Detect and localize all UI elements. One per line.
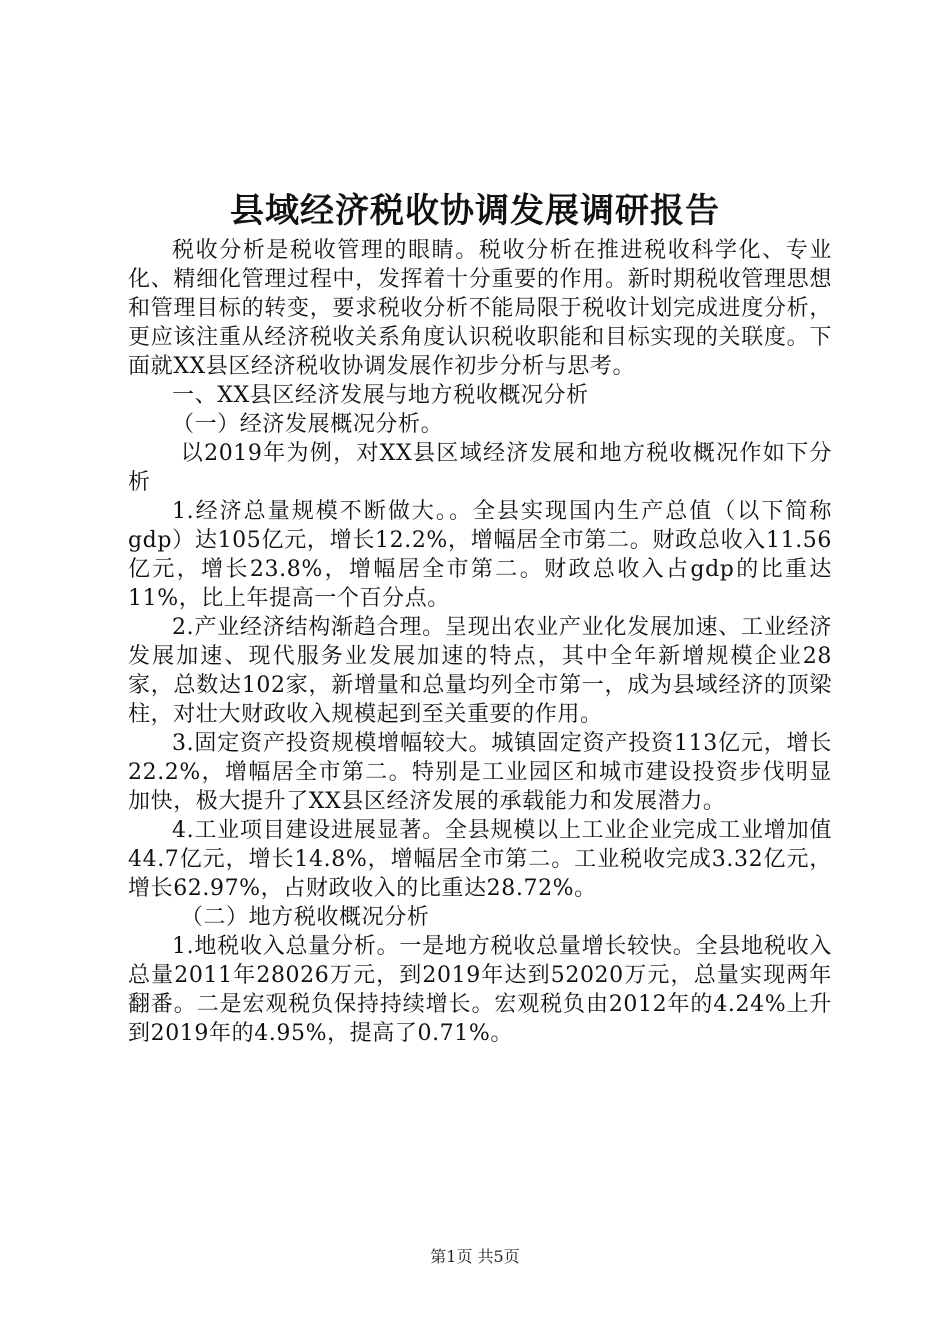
section-heading-1: 一、XX县区经济发展与地方税收概况分析 xyxy=(172,383,589,408)
paragraph-tax-item-1: 1.地税收入总量分析。一是地方税收总量增长较快。全县地税收入总量2011年28026万元，到2019年达到52020万元，总量实现两年翻番。二是宏观税负保持持续增长。宏观税负由2012年的4.24%上升到2019年的4.95%，提高了0.71%。 xyxy=(128,934,832,1046)
paragraph-intro: 税收分析是税收管理的眼睛。税收分析在推进税收科学化、专业化、精细化管理过程中，发挥着十分重要的作用。新时期税收管理思想和管理目标的转变，要求税收分析不能局限于税收计划完成进度分析，更应该注重从经济税收关系角度认识税收职能和目标实现的关联度。下面就XX县区经济税收协调发展作初步分析与思考。 xyxy=(128,238,832,379)
paragraph-example-year: 以2019年为例，对XX县区域经济发展和地方税收概况作如下分析 xyxy=(128,441,832,495)
page-footer: 第1页 共5页 xyxy=(430,1247,520,1266)
paragraph-item-2: 2.产业经济结构渐趋合理。呈现出农业产业化发展加速、工业经济发展加速、现代服务业发展加速的特点，其中全年新增规模企业28家，总数达102家，新增量和总量均列全市第一，成为县域经济的顶梁柱，对壮大财政收入规模起到至关重要的作用。 xyxy=(128,615,832,727)
paragraph-item-3: 3.固定资产投资规模增幅较大。城镇固定资产投资113亿元，增长22.2%，增幅居全市第二。特别是工业园区和城市建设投资步伐明显加快，极大提升了XX县区经济发展的承载能力和发展潜力。 xyxy=(128,731,832,814)
subsection-heading-1: （一）经济发展概况分析。 xyxy=(172,412,444,437)
document-body xyxy=(128,236,832,1048)
subsection-heading-2: （二）地方税收概况分析 xyxy=(180,905,430,930)
paragraph-item-4: 4.工业项目建设进展显著。全县规模以上工业企业完成工业增加值44.7亿元，增长14.8%，增幅居全市第二。工业税收完成3.32亿元，增长62.97%，占财政收入的比重达28.72%。 xyxy=(128,818,832,901)
paragraph-item-1: 1.经济总量规模不断做大。。全县实现国内生产总值（以下简称gdp）达105亿元，增长12.2%，增幅居全市第二。财政总收入11.56亿元，增长23.8%，增幅居全市第二。财政总收入占gdp的比重达11%，比上年提高一个百分点。 xyxy=(128,499,832,611)
document-title: 县域经济税收协调发展调研报告 xyxy=(230,191,720,231)
